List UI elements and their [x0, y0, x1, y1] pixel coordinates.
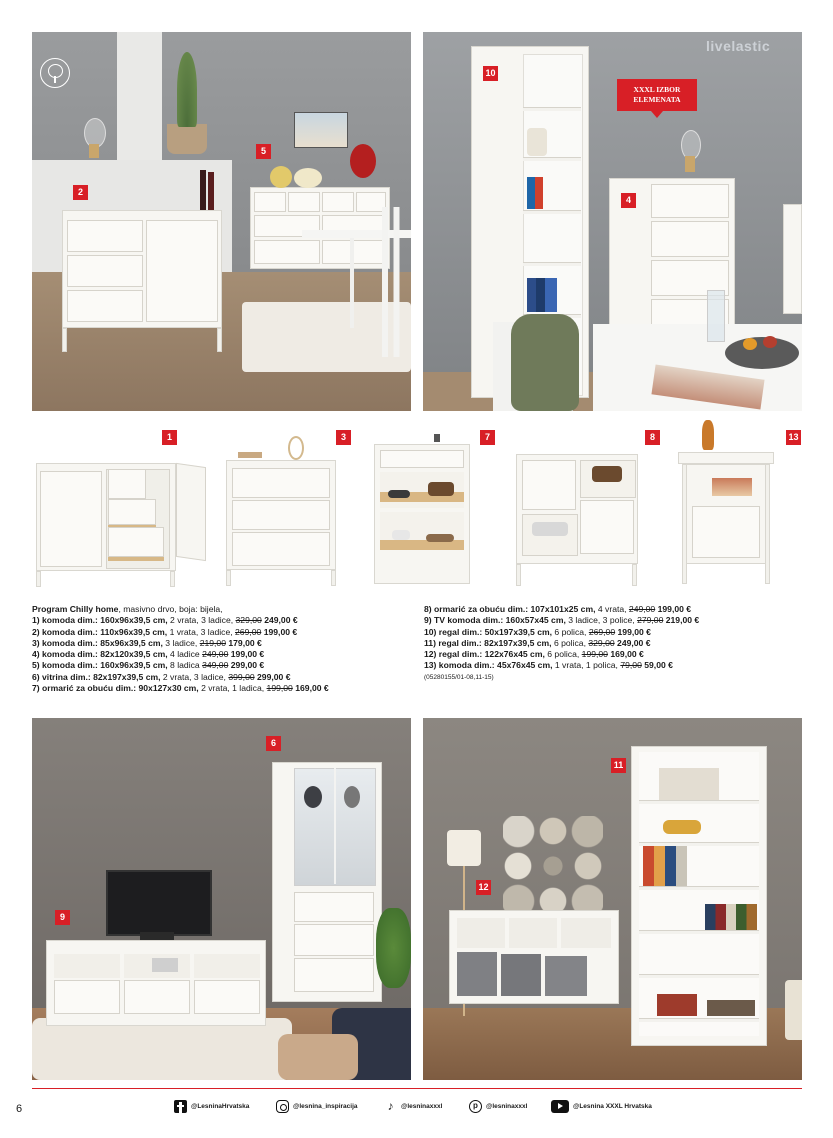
program-intro: Program Chilly home, masivno drvo, boja: bijela,	[32, 604, 223, 614]
social-label: @lesnina_inspiracija	[293, 1103, 358, 1110]
product-line: 3) komoda dim.: 85x96x39,5 cm, 3 ladice, 219,00 179,00 €	[32, 637, 262, 648]
social-tiktok[interactable]	[384, 1100, 442, 1113]
product-13-image	[672, 416, 782, 590]
badge-6: 6	[266, 736, 281, 751]
product-list-right	[424, 604, 699, 683]
product-line: 5) komoda dim.: 160x96x39,5 cm, 8 ladica 349,00 299,00 €	[32, 660, 265, 671]
tiktok-icon: ♪	[387, 1099, 394, 1113]
product-line: 2) komoda dim.: 110x96x39,5 cm, 1 vrata, 3 ladice, 269,00 199,00 €	[32, 626, 298, 637]
tree-icon	[40, 58, 70, 88]
product-line: 6) vitrina dim.: 82x197x39,5 cm, 2 vrata, 3 ladice, 399,00 299,00 €	[32, 671, 291, 682]
page-number: 6	[16, 1103, 23, 1115]
product-line: 7) ormarić za obuću dim.: 90x127x30 cm, 2 vrata, 1 ladica, 199,00 169,00 €	[32, 683, 329, 694]
social-label: @Lesnina XXXL Hrvatska	[573, 1103, 652, 1110]
badge-10: 10	[483, 66, 498, 81]
badge-11: 11	[611, 758, 626, 773]
badge-9: 9	[55, 910, 70, 925]
product-line: 1) komoda dim.: 160x96x39,5 cm, 2 vrata, 3 ladice, 329,00 249,00 €	[32, 615, 298, 626]
photo-tv-living-room	[32, 718, 411, 1080]
social-label: @LesninaHrvatska	[191, 1103, 250, 1110]
social-label: @lesninaxxxl	[486, 1103, 528, 1110]
photo-living-room-dressers	[32, 32, 411, 411]
article-code: (05280155/01-08,11-15)	[424, 673, 494, 681]
product-line: 9) TV komoda dim.: 160x57x45 cm, 3 ladice, 3 police, 279,00 219,00 €	[424, 615, 700, 626]
pinterest-icon: p	[469, 1100, 482, 1113]
badge-4: 4	[621, 193, 636, 208]
product-3-image	[222, 432, 342, 590]
facebook-icon	[174, 1100, 187, 1113]
badge-3: 3	[336, 430, 351, 445]
youtube-icon	[551, 1100, 569, 1113]
badge-8: 8	[645, 430, 660, 445]
social-instagram[interactable]	[276, 1100, 358, 1113]
product-line: 12) regal dim.: 122x76x45 cm, 6 polica, 199,00 169,00 €	[424, 649, 644, 660]
product-7-image	[370, 432, 475, 590]
product-line: 13) komoda dim.: 45x76x45 cm, 1 vrata, 1 polica, 79,00 59,00 €	[424, 660, 673, 671]
social-youtube[interactable]	[551, 1100, 652, 1113]
badge-2: 2	[73, 185, 88, 200]
badge-1: 1	[162, 430, 177, 445]
badge-5: 5	[256, 144, 271, 159]
product-line: 4) komoda dim.: 82x120x39,5 cm, 4 ladice 249,00 199,00 €	[32, 649, 265, 660]
photo-dining-shelf	[423, 32, 802, 411]
social-label: @lesninaxxxl	[401, 1103, 443, 1110]
brand-logo: livelastic	[706, 38, 771, 54]
badge-12: 12	[476, 880, 491, 895]
badge-7: 7	[480, 430, 495, 445]
product-line: 8) ormarić za obuću dim.: 107x101x25 cm, 4 vrata, 249,00 199,00 €	[424, 604, 692, 614]
xxxl-selection-tag: XXXL IZBOR ELEMENATA	[617, 79, 697, 111]
product-1-image	[32, 455, 207, 590]
product-line: 11) regal dim.: 82x197x39,5 cm, 6 polica, 329,00 249,00 €	[424, 637, 651, 648]
product-line: 10) regal dim.: 50x197x39,5 cm, 6 polica, 269,00 199,00 €	[424, 626, 651, 637]
product-8-image	[512, 448, 642, 590]
social-pinterest[interactable]	[469, 1100, 527, 1113]
badge-13: 13	[786, 430, 801, 445]
product-list-left	[32, 604, 329, 694]
instagram-icon	[276, 1100, 289, 1113]
footer-divider	[32, 1088, 802, 1089]
social-facebook[interactable]	[174, 1100, 249, 1113]
